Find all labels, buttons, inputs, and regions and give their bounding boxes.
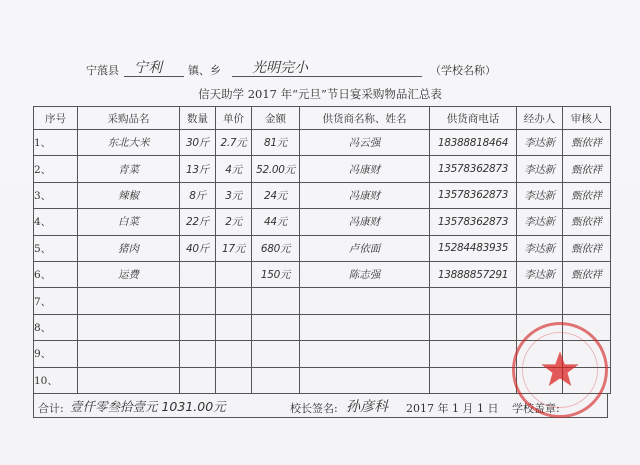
row-reviewer: 甄依祥 [563, 209, 611, 235]
col-header-item: 采购品名 [78, 107, 180, 130]
row-item: 青菜 [78, 156, 180, 182]
col-header-reviewer: 审核人 [563, 107, 611, 130]
row-supplier: 陈志强 [300, 261, 430, 287]
row-item: 猪肉 [78, 235, 180, 261]
row-index: 6、 [34, 261, 78, 287]
county-label: 宁蒗县 [86, 64, 119, 77]
row-qty: 13斤 [180, 156, 216, 182]
stamp-label: 学校盖章: [512, 402, 560, 415]
row-reviewer: 甄依祥 [563, 182, 611, 208]
row-price: 17元 [216, 235, 252, 261]
row-handler: 李达新 [517, 261, 563, 287]
row-price: 4元 [216, 156, 252, 182]
table-row [34, 130, 611, 156]
total-value: 壹仟零叁拾壹元 1031.00元 [70, 399, 226, 414]
row-index: 3、 [34, 182, 78, 208]
table-row [34, 209, 611, 235]
row-phone: 13888857291 [430, 261, 517, 287]
table-row [34, 182, 611, 208]
row-index: 9、 [34, 341, 78, 367]
table-row [34, 235, 611, 261]
town-label: 镇、乡 [188, 64, 221, 77]
col-header-amount: 金额 [252, 107, 300, 130]
row-price [216, 261, 252, 287]
col-header-handler: 经办人 [517, 107, 563, 130]
row-index: 2、 [34, 156, 78, 182]
row-index: 10、 [34, 367, 78, 393]
row-price: 2.7元 [216, 130, 252, 156]
row-phone: 13578362873 [430, 156, 517, 182]
row-supplier: 冯康财 [300, 156, 430, 182]
row-reviewer: 甄依祥 [563, 261, 611, 287]
row-amount: 150元 [252, 261, 300, 287]
town-value: 宁利 [134, 60, 162, 76]
row-item: 东北大米 [78, 130, 180, 156]
school-value: 光明完小 [252, 60, 308, 76]
col-header-supplier: 供货商名称、姓名 [300, 107, 430, 130]
row-price: 3元 [216, 182, 252, 208]
row-amount: 44元 [252, 209, 300, 235]
row-supplier: 卢依面 [300, 235, 430, 261]
seal-ring-icon [515, 325, 605, 415]
form-title: 信天助学 2017 年“元旦”节日宴采购物品汇总表 [198, 87, 442, 101]
col-header-phone: 供货商电话 [430, 107, 517, 130]
principal-label: 校长签名: [290, 402, 338, 415]
row-phone: 13578362873 [430, 209, 517, 235]
row-price: 2元 [216, 209, 252, 235]
row-phone: 15284483935 [430, 235, 517, 261]
row-qty [180, 261, 216, 287]
row-item: 白菜 [78, 209, 180, 235]
row-supplier: 冯康财 [300, 209, 430, 235]
row-qty: 22斤 [180, 209, 216, 235]
row-supplier: 冯云强 [300, 130, 430, 156]
table-row [34, 261, 611, 287]
row-handler: 李达新 [517, 209, 563, 235]
row-index: 7、 [34, 288, 78, 314]
row-amount: 52.00元 [252, 156, 300, 182]
col-header-index: 序号 [34, 107, 78, 130]
row-reviewer: 甄依祥 [563, 235, 611, 261]
row-reviewer: 甄依祥 [563, 130, 611, 156]
row-index: 4、 [34, 209, 78, 235]
table-row [34, 156, 611, 182]
row-reviewer: 甄依祥 [563, 156, 611, 182]
row-supplier: 冯康财 [300, 182, 430, 208]
row-phone: 13578362873 [430, 182, 517, 208]
col-header-qty: 数量 [180, 107, 216, 130]
row-qty: 8斤 [180, 182, 216, 208]
row-index: 5、 [34, 235, 78, 261]
col-header-price: 单价 [216, 107, 252, 130]
table-row [34, 288, 611, 314]
row-qty: 40斤 [180, 235, 216, 261]
row-index: 1、 [34, 130, 78, 156]
row-handler: 李达新 [517, 130, 563, 156]
row-item: 辣椒 [78, 182, 180, 208]
row-handler: 李达新 [517, 182, 563, 208]
row-index: 8、 [34, 314, 78, 340]
school-label: （学校名称） [430, 64, 496, 77]
row-amount: 81元 [252, 130, 300, 156]
row-handler: 李达新 [517, 235, 563, 261]
principal-signature: 孙彦科 [346, 399, 388, 415]
row-phone: 18388818464 [430, 130, 517, 156]
row-handler: 李达新 [517, 156, 563, 182]
row-amount: 24元 [252, 182, 300, 208]
school-seal-stamp [512, 322, 608, 418]
row-qty: 30斤 [180, 130, 216, 156]
row-amount: 680元 [252, 235, 300, 261]
row-item: 运费 [78, 261, 180, 287]
form-date: 2017 年 1 月 1 日 [406, 402, 499, 415]
table-header-row [34, 107, 611, 130]
total-label: 合计: [38, 402, 64, 415]
